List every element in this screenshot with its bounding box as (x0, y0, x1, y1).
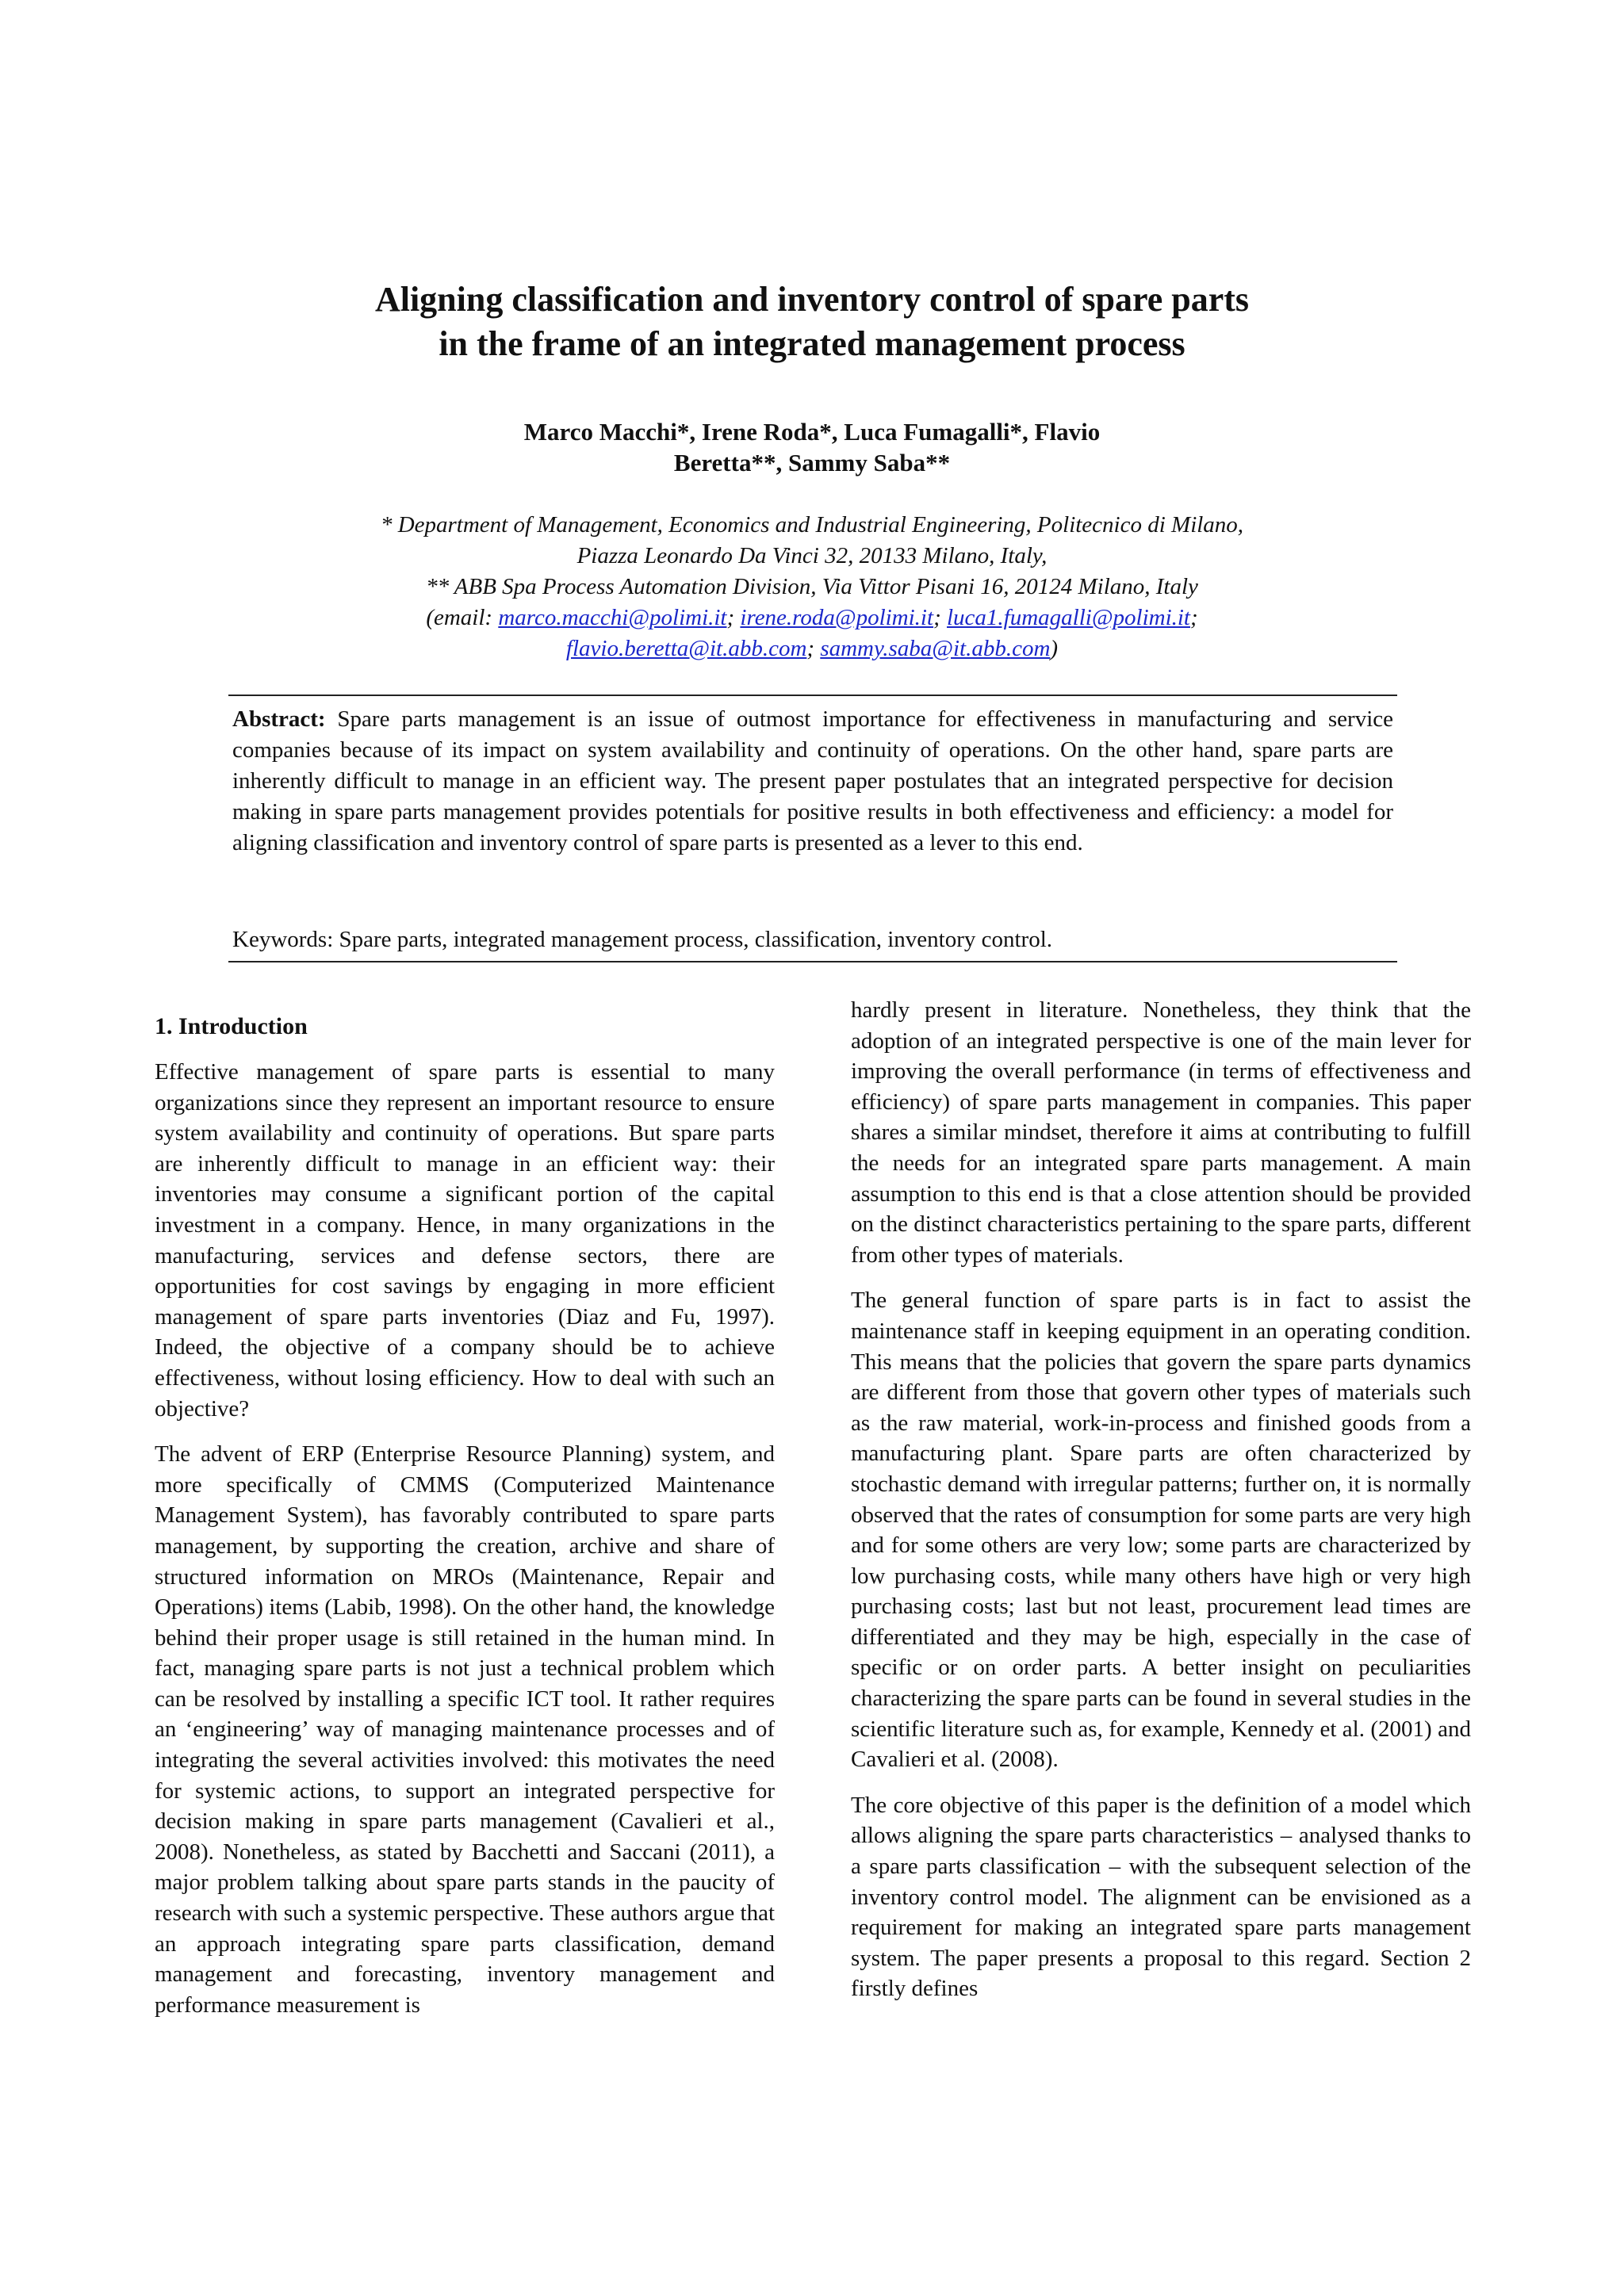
paragraph: The general function of spare parts is in fact to assist the maintenance staff in keeping equipment in an operating condition. This means that the policies that govern the spare parts dynamics are different from those that govern other types of materials such as the raw material, work-in-process and finished goods from a manufacturing plant. Spare parts are often characterized by stochastic demand with irregular patterns; further on, it is normally observed that the rates of consumption for some parts are very high and for some others are very low; some parts are characterized by low purchasing costs, while many others have high or very high purchasing costs; last but not least, procurement lead times are differentiated and they may be high, especially in the case of specific or on order parts. A better insight on peculiarities characterizing the spare parts can be found in several studies in the scientific literature such as, for example, Kennedy et al. (2001) and Cavalieri et al. (2008). (851, 1288, 1471, 1773)
email-separator: ; (806, 636, 821, 661)
email-separator: ; (1190, 605, 1198, 630)
abstract-top-rule (228, 695, 1397, 696)
paragraph: hardly present in literature. Nonetheless, they think that the adoption of an integrated perspective is one of the main lever for improving the overall performance (in terms of effectiveness and efficiency) of spare parts management in companies. This paper shares a similar mindset, therefore it aims at contributing to fulfill the needs for an integrated spare parts management. A main assumption to this end is that a close attention should be provided on the distinct characteristics pertaining to the spare parts, different from other types of materials. (851, 997, 1471, 1268)
email-link-roda[interactable]: irene.roda@polimi.it (740, 605, 934, 630)
authors-line-2: Beretta**, Sammy Saba** (673, 449, 951, 476)
abstract-bottom-rule (228, 961, 1397, 962)
paragraph: Effective management of spare parts is essential to many organizations since they represent an important resource to ensure system availability and continuity of operations. But spare parts are inherently difficult to manage in an efficient way: their inventories may consume a significant portion of the capital investment in a company. Hence, in many organizations in the manufacturing, services and defense sectors, there are opportunities for cost savings by engaging in more efficient management of spare parts inventories (Diaz and Fu, 1997). Indeed, the objective of a company should be to achieve effectiveness, without losing efficiency. How to deal with such an objective? (155, 1059, 775, 1422)
affiliations (238, 510, 1386, 664)
title-line-2: in the frame of an integrated management process (439, 324, 1185, 363)
keywords: Keywords: Spare parts, integrated management process, classification, inventory control. (232, 927, 1053, 952)
paragraph: The advent of ERP (Enterprise Resource Planning) system, and more specifically of CMMS (Computerized Maintenance Management System), has favorably contributed to spare parts management, by supporting the creation, archive and share of structured information on MROs (Maintenance, Repair and Operations) items (Labib, 1998). On the other hand, the knowledge behind their proper usage is still retained in the human mind. In fact, managing spare parts is not just a technical problem which can be resolved by installing a specific ICT tool. It rather requires an ‘engineering’ way of managing maintenance processes and of integrating the several activities involved: this motivates the need for systemic actions, to support an integrated perspective for decision making in spare parts management (Cavalieri et al., 2008). Nonetheless, as stated by Bacchetti and Saccani (2011), a major problem talking about spare parts stands in the paucity of research with such a systemic perspective. These authors argue that an approach integrating spare parts classification, demand management and forecasting, inventory management and performance measurement is (155, 1441, 775, 2018)
email-link-saba[interactable]: sammy.saba@it.abb.com (820, 636, 1051, 661)
email-line-1 (238, 603, 1386, 633)
affiliation-line-3: ** ABB Spa Process Automation Division, Via Vittor Pisani 16, 20124 Milano, Italy (426, 574, 1198, 599)
right-column (851, 995, 1471, 2019)
section-heading: 1. Introduction (155, 1013, 308, 1039)
affiliation-line-2: Piazza Leonardo Da Vinci 32, 20133 Milano, Italy, (576, 543, 1048, 568)
email-link-macchi[interactable]: marco.macchi@polimi.it (498, 605, 727, 630)
affiliation-line-1: * Department of Management, Economics and Industrial Engineering, Politecnico di Milano, (380, 512, 1244, 538)
author-list (357, 416, 1267, 478)
paper-title (238, 277, 1386, 366)
abstract-text: Spare parts management is an issue of outmost importance for effectiveness in manufacturing and service companies because of its impact on system availability and continuity of operations. On the other hand, spare parts are inherently difficult to manage in an efficient way. The present paper postulates that an integrated perspective for decision making in spare parts management provides potentials for positive results in both effectiveness and efficiency: a model for aligning classification and inventory control of spare parts is presented as a lever to this end. (232, 706, 1393, 855)
email-line-2 (238, 633, 1386, 664)
email-separator: ; (933, 605, 947, 630)
email-separator: ; (726, 605, 741, 630)
left-column (155, 1011, 775, 2035)
email-suffix: ) (1050, 636, 1059, 661)
email-link-fumagalli[interactable]: luca1.fumagalli@polimi.it (946, 605, 1190, 630)
abstract-label: Abstract: (232, 706, 326, 732)
title-line-1: Aligning classification and inventory control of spare parts (374, 280, 1250, 319)
authors-line-1: Marco Macchi*, Irene Roda*, Luca Fumagalli*, Flavio (523, 418, 1101, 446)
abstract (232, 704, 1393, 859)
paragraph: The core objective of this paper is the definition of a model which allows aligning the spare parts characteristics – analysed thanks to a spare parts classification – with the subsequent selection of the inventory control model. The alignment can be envisioned as a requirement for making an integrated spare parts management system. The paper presents a proposal to this regard. Section 2 firstly defines (851, 1792, 1471, 2002)
email-link-beretta[interactable]: flavio.beretta@it.abb.com (565, 636, 807, 661)
email-prefix: (email: (426, 605, 499, 630)
